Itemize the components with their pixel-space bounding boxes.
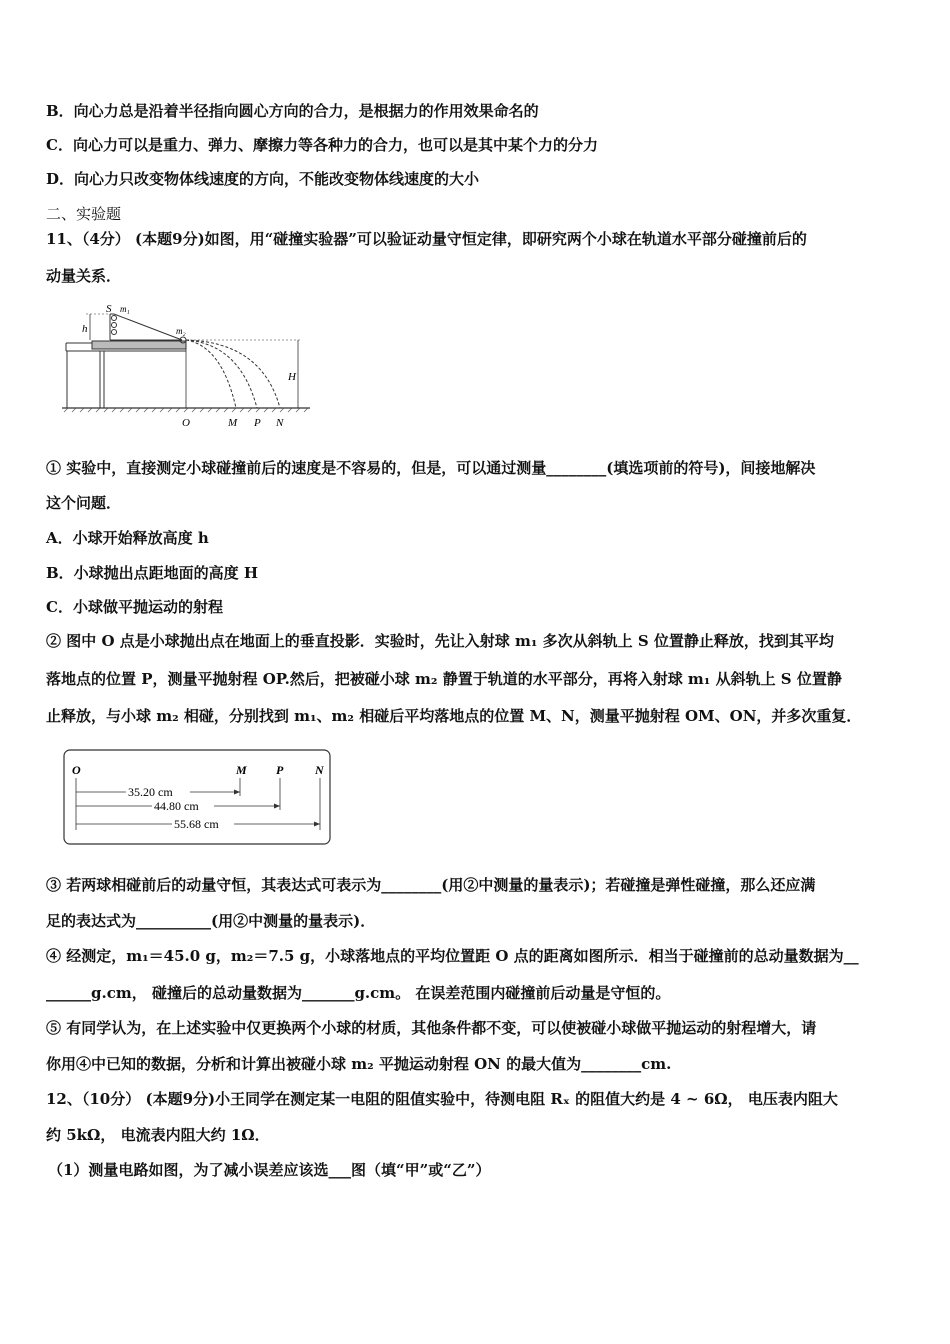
label-S: S bbox=[106, 303, 112, 315]
q11-part4-line1: ④ 经测定，m₁＝45.0 g，m₂＝7.5 g，小球落地点的平均位置距 O 点的距离如图所示．相当于碰撞前的总动量数据为__ bbox=[46, 947, 859, 965]
collision-apparatus-figure bbox=[62, 300, 310, 432]
option-b-text: B．向心力总是沿着半径指向圆心方向的合力，是根据力的作用效果命名的 bbox=[46, 102, 539, 120]
label-P: P bbox=[254, 417, 261, 429]
q11-part3-line2: 足的表达式为__________(用②中测量的量表示)． bbox=[46, 912, 376, 930]
distance-OM: 35.20 cm bbox=[128, 785, 173, 799]
distance-OP: 44.80 cm bbox=[154, 799, 199, 813]
q11-stem-line2: 动量关系． bbox=[46, 267, 122, 285]
point-O: O bbox=[72, 763, 81, 777]
q12-stem-line1: 12、（10分） (本题9分)小王同学在测定某一电阻的阻值实验中，待测电阻 Rₓ 的阻值大约是 4 ~ 6Ω， 电压表内阻大 bbox=[46, 1090, 838, 1108]
label-N: N bbox=[276, 417, 284, 429]
q11-part2-line1: ② 图中 O 点是小球抛出点在地面上的垂直投影．实验时，先让入射球 m₁ 多次从斜轨上 S 位置静止释放，找到其平均 bbox=[46, 632, 834, 650]
label-M: M bbox=[228, 417, 238, 429]
q11-part4-line2: ______g.cm， 碰撞后的总动量数据为_______g.cm。 在误差范围内碰撞前后动量是守恒的。 bbox=[46, 984, 671, 1002]
label-m2: m₂ bbox=[176, 326, 186, 336]
distance-ON: 55.68 cm bbox=[174, 817, 219, 831]
point-P: P bbox=[276, 763, 284, 777]
point-N: N bbox=[315, 763, 324, 777]
label-O: O bbox=[182, 417, 190, 429]
q11-option-b: B．小球抛出点距地面的高度 H bbox=[46, 564, 259, 582]
point-M: M bbox=[236, 763, 247, 777]
q12-sub1: （1）测量电路如图，为了减小误差应该选___图（填“甲”或“乙”） bbox=[48, 1161, 491, 1179]
q12-stem-line2: 约 5kΩ， 电流表内阻大约 1Ω． bbox=[46, 1126, 270, 1144]
landing-distance-figure bbox=[60, 746, 336, 848]
q11-option-a: A．小球开始释放高度 h bbox=[46, 529, 209, 547]
q11-part2-line3: 止释放，与小球 m₂ 相碰，分别找到 m₁、m₂ 相碰后平均落地点的位置 M、N，测量平抛射程 OM、ON，并多次重复． bbox=[46, 707, 862, 725]
q11-option-c: C．小球做平抛运动的射程 bbox=[46, 598, 223, 616]
q11-part5-line1: ⑤ 有同学认为，在上述实验中仅更换两个小球的材质，其他条件都不变，可以使被碰小球做平抛运动的射程增大，请 bbox=[46, 1019, 817, 1037]
q11-part1-line2: 这个问题． bbox=[46, 494, 122, 512]
q11-part3-line1: ③ 若两球相碰前后的动量守恒，其表达式可表示为________(用②中测量的量表示)；若碰撞是弹性碰撞，那么还应满 bbox=[46, 876, 816, 894]
q11-stem-line1: 11、（4分） (本题9分)如图，用“碰撞实验器”可以验证动量守恒定律，即研究两个小球在轨道水平部分碰撞前后的 bbox=[46, 230, 807, 248]
label-h: h bbox=[82, 323, 88, 335]
label-H: H bbox=[288, 371, 296, 383]
q11-part1-line1: ① 实验中，直接测定小球碰撞前后的速度是不容易的，但是，可以通过测量________(填选项前的符号)，间接地解决 bbox=[46, 459, 816, 477]
option-d-text: D．向心力只改变物体线速度的方向，不能改变物体线速度的大小 bbox=[46, 170, 480, 188]
label-m1: m₁ bbox=[120, 304, 130, 314]
q11-part2-line2: 落地点的位置 P，测量平抛射程 OP.然后，把被碰小球 m₂ 静置于轨道的水平部分，再将入射球 m₁ 从斜轨上 S 位置静 bbox=[46, 670, 842, 688]
q11-part5-line2: 你用④中已知的数据，分析和计算出被碰小球 m₂ 平抛运动射程 ON 的最大值为________cm. bbox=[46, 1055, 672, 1073]
option-c-text: C．向心力可以是重力、弹力、摩擦力等各种力的合力，也可以是其中某个力的分力 bbox=[46, 136, 598, 154]
section-heading: 二、实验题 bbox=[46, 205, 122, 223]
